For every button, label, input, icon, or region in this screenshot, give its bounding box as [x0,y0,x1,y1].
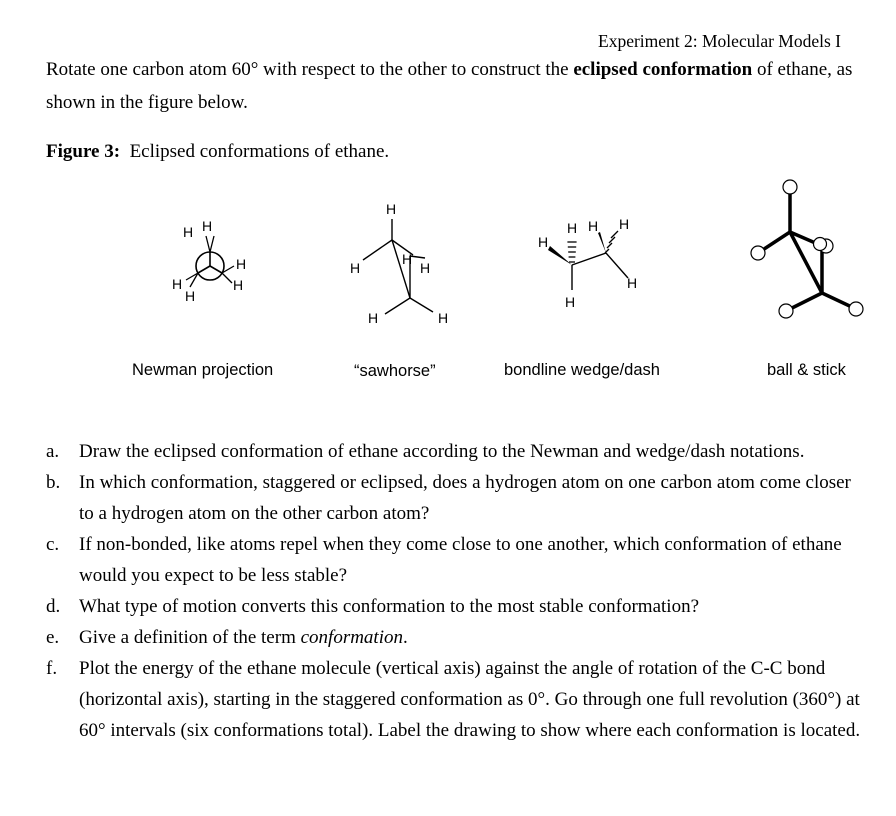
sawhorse-projection [335,198,465,333]
newman-h-3: H [172,276,183,292]
question-text: Draw the eclipsed conformation of ethane according to the Newman and wedge/dash notations. [79,441,805,462]
wedge-h-bottom-right: H [627,275,638,291]
newman-h-1: H [183,224,194,240]
ball-and-stick-drawing [740,175,870,330]
newman-drawing [160,210,270,320]
sawhorse-h-bottom-left: H [368,310,379,326]
sawhorse-label: “sawhorse” [354,362,436,380]
question-a [46,436,866,467]
question-letter: f. [46,658,58,679]
newman-h-5: H [236,256,247,272]
wedge-h-dash-right: H [619,216,630,232]
page-header: Experiment 2: Molecular Models I [598,31,841,51]
wedge-h-wedge-right: H [588,218,599,234]
question-list [46,436,866,746]
sawhorse-h-right: H [420,260,431,276]
question-text-before: Give a definition of the term [79,627,301,648]
question-text: Plot the energy of the ethane molecule (vertical axis) against the angle of rotation of the C-C bond (horizontal axis), starting in the staggered conformation as 0°. Go through one full revolution (360°) at 60° intervals (six conformations total). Label the drawing to show where each conformation is located. [79,658,861,741]
question-text-after: . [403,627,408,648]
ball-stick-label: ball & stick [767,361,846,379]
intro-text-after: of ethane, as shown in the figure below. [46,59,853,113]
ball-and-stick-model [740,175,870,330]
newman-h-6: H [233,277,244,293]
question-text: If non-bonded, like atoms repel when they come close to one another, which conformation of ethane would you expect to be less stable? [79,534,842,586]
sawhorse-h-top: H [386,201,397,217]
figure-label: Figure 3: [46,141,121,162]
question-c [46,529,866,591]
wedge-h-bottom-left: H [565,294,576,310]
newman-projection [160,210,270,320]
sawhorse-h-bottom-right: H [438,310,449,326]
sawhorse-h-mid: H [402,251,413,267]
question-e [46,622,866,653]
question-letter: a. [46,441,60,462]
question-letter: e. [46,627,60,648]
wedge-h-left: H [538,234,549,250]
intro-bold-term: eclipsed conformation [573,59,753,80]
intro-paragraph [46,53,856,119]
question-italic-term: conformation [300,627,403,648]
newman-h-4: H [185,288,196,304]
question-d [46,591,866,622]
question-text: What type of motion converts this conformation to the most stable conformation? [79,596,699,617]
figure-caption-text: Eclipsed conformations of ethane. [129,141,390,162]
wedge-dash-structure [530,210,660,320]
question-text: In which conformation, staggered or eclipsed, does a hydrogen atom on one carbon atom come closer to a hydrogen atom on the other carbon atom? [79,472,851,524]
newman-label: Newman projection [132,361,274,379]
question-letter: b. [46,472,61,493]
question-f [46,653,866,746]
figure-caption [46,141,389,163]
question-b [46,467,866,529]
question-letter: d. [46,596,61,617]
wedge-h-dash-left: H [567,220,578,236]
newman-h-2: H [202,218,213,234]
intro-text-before: Rotate one carbon atom 60° with respect to the other to construct the [46,59,574,80]
sawhorse-h-left: H [350,260,361,276]
wedge-dash-label: bondline wedge/dash [504,361,660,379]
question-letter: c. [46,534,60,555]
